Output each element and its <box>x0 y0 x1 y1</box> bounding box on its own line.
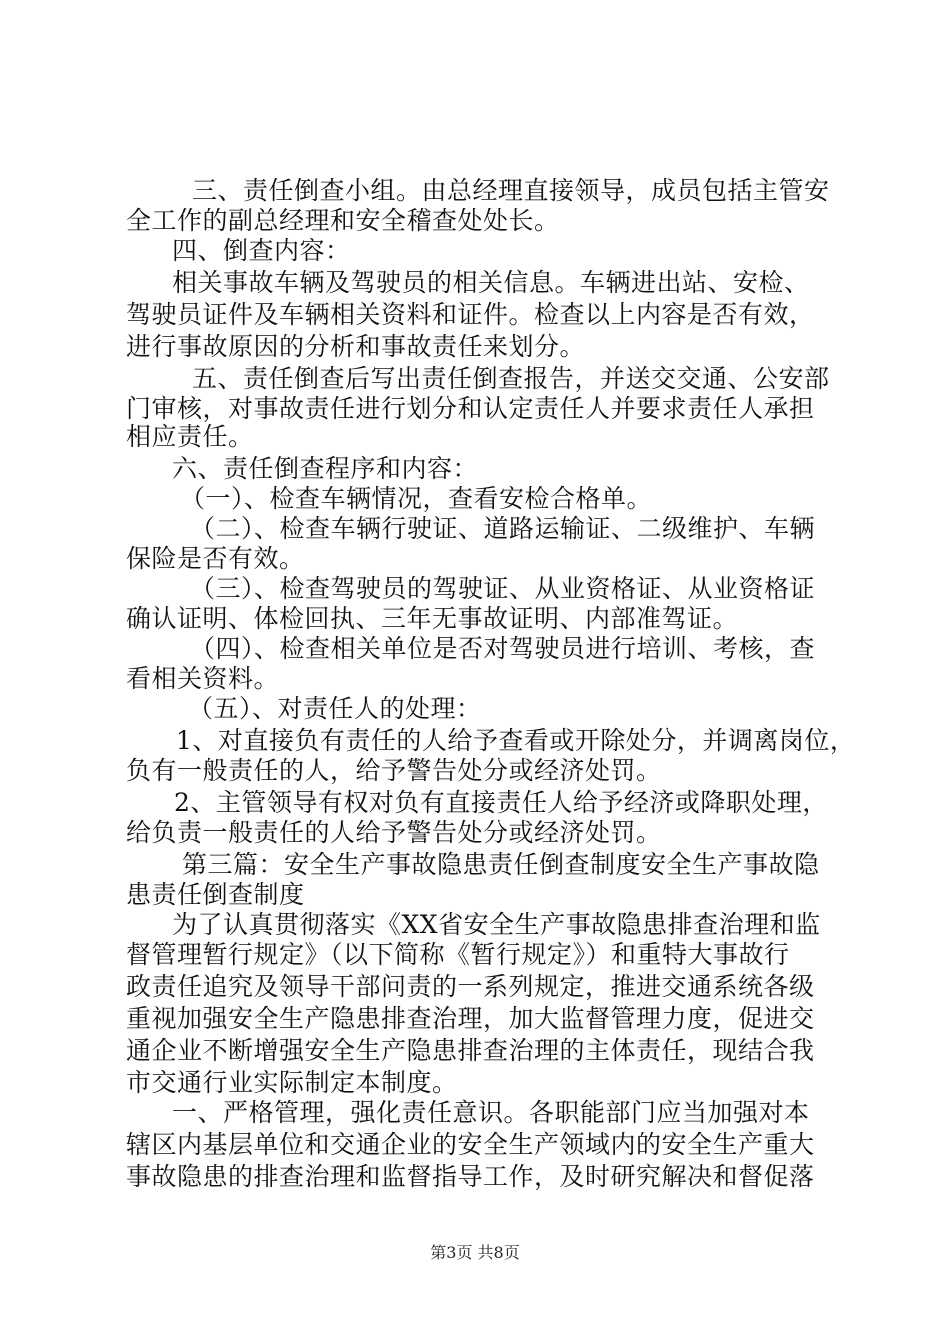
text-line: 给负责一般责任的人给予警告处分或经济处罚。 <box>126 818 662 847</box>
text-line: 驾驶员证件及车辆相关资料和证件。检查以上内容是否有效， <box>126 300 815 329</box>
text-line: 2、主管领导有权对负有直接责任人给予经济或降职处理， <box>174 788 828 817</box>
text-line: （四）、检查相关单位是否对驾驶员进行培训、考核，查 <box>190 634 816 663</box>
text-line: 辖区内基层单位和交通企业的安全生产领域内的安全生产重大 <box>126 1130 815 1159</box>
page-number: 第3页 共8页 <box>430 1243 520 1262</box>
text-line: 重视加强安全生产隐患排查治理，加大监督管理力度，促进交 <box>126 1004 815 1033</box>
text-line: （五）、对责任人的处理： <box>188 694 482 723</box>
text-line: 事故隐患的排查治理和监督指导工作，及时研究解决和督促落 <box>126 1162 815 1191</box>
text-line: 负有一般责任的人，给予警告处分或经济处罚。 <box>126 756 662 785</box>
text-line: 第三篇：安全生产事故隐患责任倒查制度安全生产事故隐 <box>182 850 820 879</box>
text-line: 患责任倒查制度 <box>126 880 305 909</box>
text-line: 三、责任倒查小组。由总经理直接领导，成员包括主管安 <box>192 176 830 205</box>
text-line: 市交通行业实际制定本制度。 <box>126 1068 458 1097</box>
text-line: 四、倒查内容： <box>172 236 351 265</box>
text-line: （二）、检查车辆行驶证、道路运输证、二级维护、车辆 <box>190 514 816 543</box>
text-line: （三）、检查驾驶员的驾驶证、从业资格证、从业资格证 <box>190 574 816 603</box>
text-line: 确认证明、体检回执、三年无事故证明、内部准驾证。 <box>126 604 739 633</box>
text-line: 为了认真贯彻落实《XX省安全生产事故隐患排查治理和监 <box>172 910 821 939</box>
text-line: 全工作的副总经理和安全稽查处处长。 <box>126 206 560 235</box>
text-line: 政责任追究及领导干部问责的一系列规定，推进交通系统各级 <box>126 972 815 1001</box>
text-line: 1、对直接负有责任的人给予查看或开除处分，并调离岗位， <box>176 726 856 755</box>
text-line: （一）、检查车辆情况，查看安检合格单。 <box>180 484 653 513</box>
text-line: 门审核，对事故责任进行划分和认定责任人并要求责任人承担 <box>126 394 815 423</box>
text-line: 保险是否有效。 <box>126 544 305 573</box>
text-line: 进行事故原因的分析和事故责任来划分。 <box>126 332 586 361</box>
text-line: 相应责任。 <box>126 422 254 451</box>
text-line: 通企业不断增强安全生产隐患排查治理的主体责任，现结合我 <box>126 1036 815 1065</box>
text-line: 六、责任倒查程序和内容： <box>172 454 479 483</box>
text-line: 看相关资料。 <box>126 664 280 693</box>
text-line: 一、严格管理，强化责任意识。各职能部门应当加强对本 <box>172 1098 810 1127</box>
text-line: 督管理暂行规定》（以下简称《暂行规定》）和重特大事故行 <box>126 940 790 969</box>
text-line: 相关事故车辆及驾驶员的相关信息。车辆进出站、安检、 <box>172 268 810 297</box>
text-line: 五、责任倒查后写出责任倒查报告，并送交交通、公安部 <box>192 364 830 393</box>
